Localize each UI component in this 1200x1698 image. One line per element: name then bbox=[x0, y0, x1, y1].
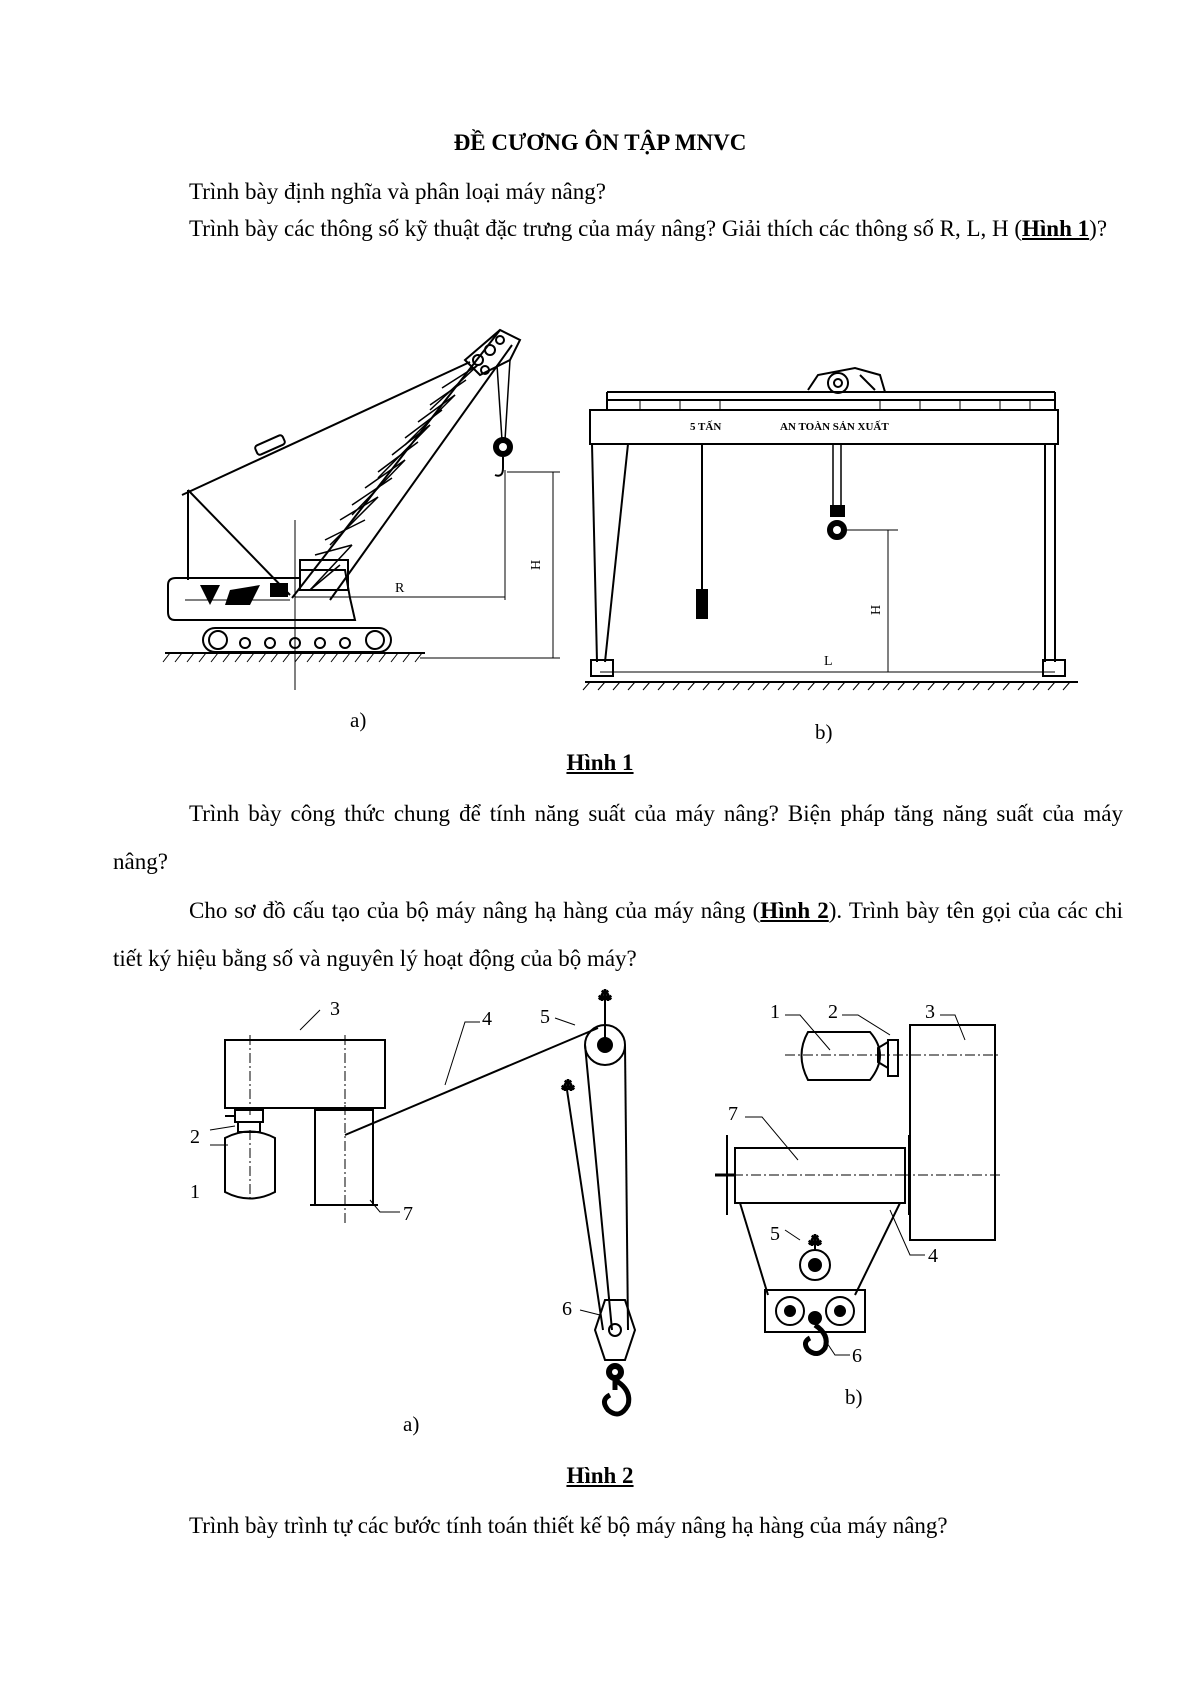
fig2b-label-4: 4 bbox=[928, 1245, 938, 1267]
fig2b-label-1: 1 bbox=[770, 1001, 780, 1023]
figure-1a-label: a) bbox=[350, 708, 367, 732]
question-1-text: Trình bày định nghĩa và phân loại máy nâng? bbox=[189, 179, 606, 204]
figure-2-caption: Hình 2 bbox=[566, 1463, 634, 1488]
fig2a-label-1: 1 bbox=[190, 1181, 200, 1203]
fig2b-label-7: 7 bbox=[728, 1103, 738, 1125]
question-2-text: Trình bày các thông số kỹ thuật đặc trưng của máy nâng? Giải thích các thông số R, L, H ( bbox=[189, 216, 1023, 241]
question-5-text: Trình bày trình tự các bước tính toán thiết kế bộ máy nâng hạ hàng của máy nâng? bbox=[189, 1513, 948, 1538]
crane-h-label: H bbox=[529, 559, 544, 570]
gantry-h-label: H bbox=[869, 604, 884, 615]
crane-r-label: R bbox=[395, 581, 405, 596]
fig2b-label-2: 2 bbox=[828, 1001, 838, 1023]
svg-text:⁂: ⁂ bbox=[562, 1079, 574, 1093]
fig2a-label-6: 6 bbox=[562, 1298, 572, 1320]
figure-2-reference: Hình 2 bbox=[760, 898, 829, 923]
fig2a-label-4: 4 bbox=[482, 1008, 492, 1030]
gantry-l-label: L bbox=[824, 654, 833, 669]
question-4-text: Cho sơ đồ cấu tạo của bộ máy nâng hạ hàng của máy nâng ( bbox=[189, 898, 761, 923]
question-2: Trình bày các thông số kỹ thuật đặc trưng của máy nâng? Giải thích các thông số R, L, H (Hình 1)? bbox=[189, 216, 1108, 241]
gantry-crane-drawing bbox=[583, 368, 1078, 690]
fig2a-label-2: 2 bbox=[190, 1126, 200, 1148]
svg-text:⁂: ⁂ bbox=[809, 1234, 821, 1248]
figure-1-caption: Hình 1 bbox=[566, 750, 634, 775]
fig2b-label-5: 5 bbox=[770, 1223, 780, 1245]
crawler-crane-drawing bbox=[163, 330, 560, 690]
figure-1b-label: b) bbox=[815, 720, 833, 744]
fig2b-label-6: 6 bbox=[852, 1345, 862, 1367]
figure-1-reference: Hình 1 bbox=[1022, 216, 1090, 241]
fig2b-label-3: 3 bbox=[925, 1001, 935, 1023]
figure-2b-label: b) bbox=[845, 1385, 863, 1409]
fig2a-label-3: 3 bbox=[330, 998, 340, 1020]
svg-text:⁂: ⁂ bbox=[599, 989, 611, 1003]
figure-2a-label: a) bbox=[403, 1412, 420, 1436]
gantry-safety-label: AN TOÀN SẢN XUẤT bbox=[780, 421, 889, 433]
fig2a-label-5: 5 bbox=[540, 1006, 550, 1028]
question-5 bbox=[113, 1502, 1123, 1550]
document-title: ĐỀ CƯƠNG ÔN TẬP MNVC bbox=[453, 130, 747, 155]
question-4: Cho sơ đồ cấu tạo của bộ máy nâng hạ hàng của máy nâng (Hình 2). Trình bày tên gọi của các chi tiết ký hiệu bằng số và nguyên lý hoạt động của bộ máy? bbox=[113, 898, 1124, 971]
fig2a-label-7: 7 bbox=[403, 1203, 413, 1225]
question-3-text: Trình bày công thức chung để tính năng suất của máy nâng? Biện pháp tăng năng suất của máy nâng? bbox=[113, 801, 1123, 874]
gantry-capacity-label: 5 TẤN bbox=[690, 421, 722, 433]
question-3 bbox=[113, 790, 1123, 886]
